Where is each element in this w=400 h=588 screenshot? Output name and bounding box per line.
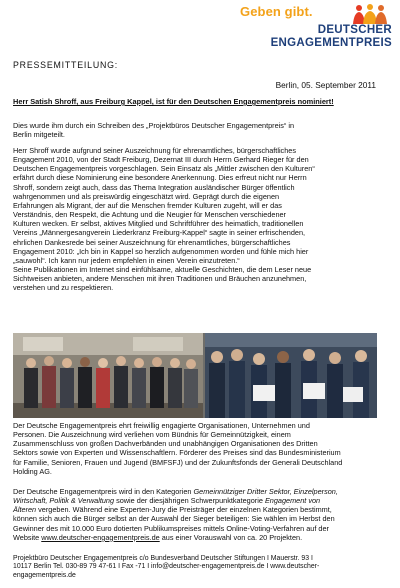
text-line: „sauwohl“. Ich kann nur jedem empfehlen in einen Verein einzutreten.“ — [13, 255, 240, 265]
intro-line: Dies wurde ihm durch ein Schreiben des „Projektbüros Deutscher Engagementpreis“ in — [13, 121, 295, 130]
text-line: Engagement 2010: „Ich bin in Kappel so herzlich aufgenommen worden und fühle mich hier — [13, 246, 309, 256]
text-line: Vereins „Männergesangverein Liederkranz Freiburg-Kappel“ sagte in seiner erfrischenden, — [13, 228, 306, 238]
text-line: Kulturen wecken. Er selbst, aktives Mitglied und Schriftführer des heimatlich, traditionellen — [13, 219, 304, 229]
text-line: Engagement 2010, von der Stadt Freiburg, Dezernat III durch Herrn Gerhard Rieger für den — [13, 155, 309, 165]
text-line: Verständnis, den Respekt, die Achtung und die Neugier für Menschen verschiedener — [13, 210, 286, 220]
text-line: verstehen und zu respektieren. — [13, 283, 114, 293]
text-line: Erfahrungen als Migrant, der auf die Menschen fremder Kulturen zugeht, will er das — [13, 200, 282, 210]
text-line: Sektors sowie von Experten und Wissenschaftlern. Förderer des Preises sind das Bundesministerium — [13, 448, 341, 458]
about-paragraph — [13, 421, 383, 476]
text-line: Gewinner des mit 10.000 Euro dotierten Publikumspreises mittels Online-Voting-Verfahren auf der — [13, 523, 329, 533]
logo-top-row — [238, 4, 394, 24]
text-line: können sich auch die Bürger selbst an der Auswahl der Sieger beteiligen: Sie wählen im Herbst den — [13, 514, 335, 524]
people-figures-icon — [350, 4, 390, 24]
logo-line-engagementpreis: ENGAGEMENTPREIS — [270, 37, 392, 49]
category-names: Wirtschaft, Politik & Verwaltung — [13, 496, 115, 506]
text-line: Älteren vergeben. Während eine Experten-Jury die Preisträger der einzelnen Kategorien bestimmt, — [13, 505, 332, 515]
text-line: Der Deutsche Engagementpreis wird in den Kategorien Gemeinnütziger Dritter Sektor, Einzelperson, — [13, 487, 338, 496]
footer-line: engagementpreis.de — [13, 571, 76, 579]
text-line: Der Deutsche Engagementpreis ehrt freiwillig engagierte Organisationen, Unternehmen und — [13, 421, 310, 430]
footer-line: 10117 Berlin Tel. 030-89 79 47-61 I Fax -71 I info@deutscher-engagementpreis.de I www.deutscher- — [13, 563, 320, 571]
press-title: Herr Satish Shroff, aus Freiburg Kappel, ist für den Deutschen Engagementpreis nominiert! — [13, 97, 334, 106]
main-paragraph — [13, 146, 383, 293]
footer-line: Projektbüro Deutscher Engagementpreis c/o Bundesverband Deutscher Stiftungen I Mauerstr. 93 I — [13, 555, 313, 562]
text-line: für Familie, Senioren, Frauen und Jugend (BMFSFJ) und der Zukunftsfonds der Generali Deutschland — [13, 457, 343, 467]
text-line: erfährt durch diese Nominierung eine besondere Anerkennung. Dies erfreut nicht nur Herrn — [13, 173, 307, 183]
text-line: Website www.deutscher-engagementpreis.de aus einer Vorauswahl von ca. 20 Projekten. — [13, 532, 303, 542]
focus-category: Engagement von — [264, 496, 321, 506]
text-line: wahrgenommen und als preiswürdig eingeschätzt wird. Geprägt durch die eigenen — [13, 191, 280, 201]
text-line: Deutschen Engagementpreis vorgeschlagen. Sein Einsatz als „Mittler zwischen den Kulturen“ — [13, 164, 315, 174]
logo-line-deutscher: DEUTSCHER — [317, 24, 392, 36]
footer-contact — [13, 555, 385, 580]
text-line: Zusammenschluss von großen Dachverbänden und unabhängigen Organisationen des Dritten — [13, 439, 318, 449]
text-line: Herr Shroff wurde aufgrund seiner Auszeichnung für ehrenamtliches, bürgerschaftliches — [13, 146, 296, 155]
engagementpreis-logo — [238, 4, 394, 50]
intro-line: Berlin mitgeteilt. — [13, 130, 65, 140]
category-names: Gemeinnütziger Dritter Sektor, Einzelperson, — [193, 487, 338, 496]
text-line: Wirtschaft, Politik & Verwaltung sowie der diesjährigen Schwerpunktkategorie Engagement von — [13, 496, 321, 506]
categories-paragraph — [13, 487, 383, 542]
intro-paragraph — [13, 121, 383, 139]
page-heading: PRESSEMITTEILUNG: — [13, 60, 119, 70]
text-line: ehrlichen Dankesrede bei seiner Auszeichnung für ehrenamtliches, bürgerschaftliches — [13, 237, 291, 247]
text-line: Seine Publikationen im Internet sind einfühlsame, aktuelle Geschichten, die dem Leser neue — [13, 265, 312, 275]
dateline: Berlin, 05. September 2011 — [275, 80, 376, 90]
text-line: Personen. Die Auszeichnung wird verliehen vom Bündnis für Gemeinnützigkeit, einem — [13, 430, 291, 440]
event-photo — [13, 333, 377, 418]
text-line: Holding AG. — [13, 466, 52, 476]
text-line: Sichtweisen anbieten, andere Menschen mit ihren Traditionen und Bräuchen anzunehmen, — [13, 274, 307, 284]
text-line: Shroff, sondern zeigt auch, dass das Thema Integration ausländischer Bürger öffentlich — [13, 182, 295, 192]
focus-category: Älteren — [13, 505, 37, 515]
website-link[interactable]: www.deutscher-engagementpreis.de — [41, 532, 160, 542]
logo-tagline: Geben gibt. — [240, 4, 313, 19]
event-photo-image — [13, 333, 377, 418]
